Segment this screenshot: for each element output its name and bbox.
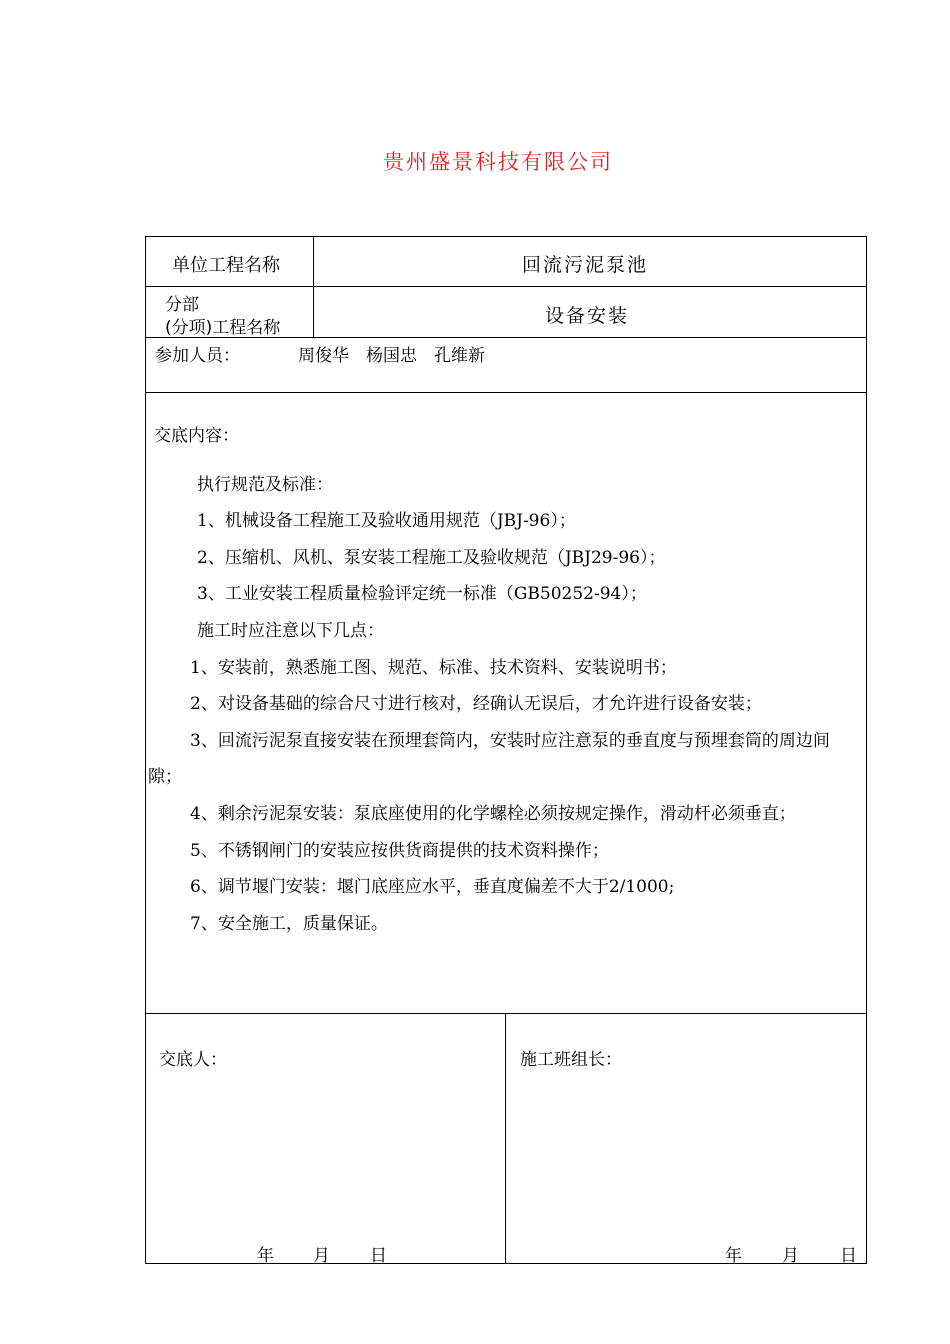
note-item-3: 3、回流污泥泵直接安装在预埋套筒内，安装时应注意泵的垂直度与预埋套筒的周边间隙； xyxy=(148,730,830,788)
row-divider-4 xyxy=(145,1013,867,1014)
row-divider-1 xyxy=(145,286,867,287)
left-date-day: 日 xyxy=(370,1246,387,1266)
sub-project-label-line1: 分部 xyxy=(165,295,199,315)
standard-item-2: 2、压缩机、风机、泵安装工程施工及验收规范（JBJ29-96）； xyxy=(197,547,666,568)
signature-column-divider xyxy=(505,1013,506,1263)
row-divider-3 xyxy=(145,392,867,393)
participants-names: 周俊华 杨国忠 孔维新 xyxy=(298,346,485,366)
unit-project-label: 单位工程名称 xyxy=(172,255,280,276)
sub-project-label-line2: (分项)工程名称 xyxy=(165,318,281,338)
company-title: 贵州盛景科技有限公司 xyxy=(383,150,613,174)
note-item-1: 1、安装前，熟悉施工图、规范、标准、技术资料、安装说明书； xyxy=(190,657,677,678)
standards-title: 执行规范及标准： xyxy=(197,474,333,495)
disclosure-content xyxy=(148,418,863,942)
unit-project-value: 回流污泥泵池 xyxy=(522,254,649,276)
sub-project-value: 设备安装 xyxy=(545,305,630,327)
note-item-7: 7、安全施工，质量保证。 xyxy=(190,913,388,934)
label-column-divider xyxy=(313,236,314,337)
note-item-4: 4、剩余污泥泵安装：泵底座使用的化学螺栓必须按规定操作，滑动杆必须垂直； xyxy=(190,803,796,824)
right-date-month: 月 xyxy=(782,1246,799,1266)
table-top-border xyxy=(145,236,867,237)
left-date-year: 年 xyxy=(257,1246,274,1266)
notes-title: 施工时应注意以下几点： xyxy=(197,620,384,641)
right-date-year: 年 xyxy=(725,1246,742,1266)
right-date-day: 日 xyxy=(840,1246,857,1266)
standard-item-3: 3、工业安装工程质量检验评定统一标准（GB50252-94）； xyxy=(197,584,647,605)
standard-item-1: 1、机械设备工程施工及验收通用规范（JBJ-96）； xyxy=(197,511,576,532)
discloser-label: 交底人： xyxy=(159,1050,227,1070)
table-left-border xyxy=(145,236,146,1264)
note-item-5: 5、不锈钢闸门的安装应按供货商提供的技术资料操作； xyxy=(190,840,609,861)
team-leader-label: 施工班组长： xyxy=(520,1050,622,1070)
participants-label: 参加人员： xyxy=(155,346,240,366)
left-date-month: 月 xyxy=(313,1246,330,1266)
note-item-6: 6、调节堰门安装：堰门底座应水平，垂直度偏差不大于2/1000; xyxy=(190,877,675,898)
table-right-border xyxy=(866,236,867,1264)
note-item-2: 2、对设备基础的综合尺寸进行核对，经确认无误后，才允许进行设备安装； xyxy=(190,694,762,715)
content-heading: 交底内容： xyxy=(154,426,239,446)
table-bottom-border xyxy=(145,1263,867,1264)
